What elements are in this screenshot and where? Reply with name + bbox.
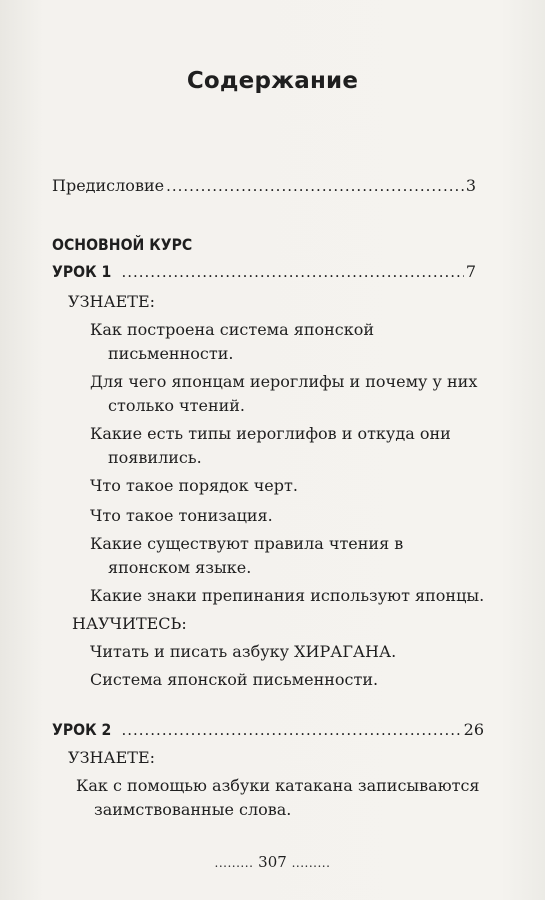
toc-entry-page: 26	[463, 720, 484, 739]
toc-leader-dots	[166, 174, 464, 198]
toc-entry-label: УРОК 1	[52, 262, 112, 281]
toc-entry-label: УРОК 2	[52, 720, 112, 739]
toc-leader-dots	[121, 718, 461, 742]
lesson-2-learn-item: Как с помощью азбуки катакана записываются	[76, 776, 480, 795]
section-heading-main-course: ОСНОВНОЙ КУРС	[52, 235, 193, 254]
lesson-2-learn-heading: УЗНАЕТЕ:	[68, 748, 156, 767]
toc-entry-preface[interactable]	[52, 174, 476, 198]
lesson-1-learn-item: столько чтений.	[108, 396, 246, 415]
footer-dots-left: .........	[214, 856, 254, 870]
lesson-1-learn-item: Какие знаки препинания используют японцы.	[90, 586, 485, 605]
lesson-1-learn-item: Как построена система японской	[90, 320, 375, 339]
toc-entry-page: 7	[465, 262, 476, 281]
lesson-1-learn-item: Для чего японцам иероглифы и почему у них	[90, 372, 478, 391]
toc-leader-dots	[121, 260, 463, 284]
lesson-1-skill-item: Система японской письменности.	[90, 670, 379, 689]
lesson-1-learn-item: Какие есть типы иероглифов и откуда они	[90, 424, 451, 443]
lesson-1-skill-item: Читать и писать азбуку ХИРАГАНА.	[90, 642, 397, 661]
lesson-1-skill-heading: НАУЧИТЕСЬ:	[72, 614, 187, 633]
toc-entry-lesson-2[interactable]	[52, 718, 484, 742]
lesson-1-learn-item: письменности.	[108, 344, 234, 363]
toc-entry-label: Предисловие	[52, 176, 165, 195]
lesson-1-learn-item: японском языке.	[108, 558, 252, 577]
lesson-1-learn-item: Какие существуют правила чтения в	[90, 534, 404, 553]
lesson-1-learn-item: Что такое тонизация.	[90, 506, 273, 525]
toc-entry-lesson-1[interactable]	[52, 260, 476, 284]
lesson-2-learn-item: заимствованные слова.	[94, 800, 292, 819]
page-footer	[0, 853, 545, 871]
footer-dots-right: .........	[291, 856, 331, 870]
page-number: 307	[258, 853, 287, 871]
toc-entry-page: 3	[465, 176, 476, 195]
lesson-1-learn-item: появились.	[108, 448, 202, 467]
page-title: Содержание	[186, 68, 359, 94]
lesson-1-learn-item: Что такое порядок черт.	[90, 476, 298, 495]
lesson-1-learn-heading: УЗНАЕТЕ:	[68, 292, 156, 311]
